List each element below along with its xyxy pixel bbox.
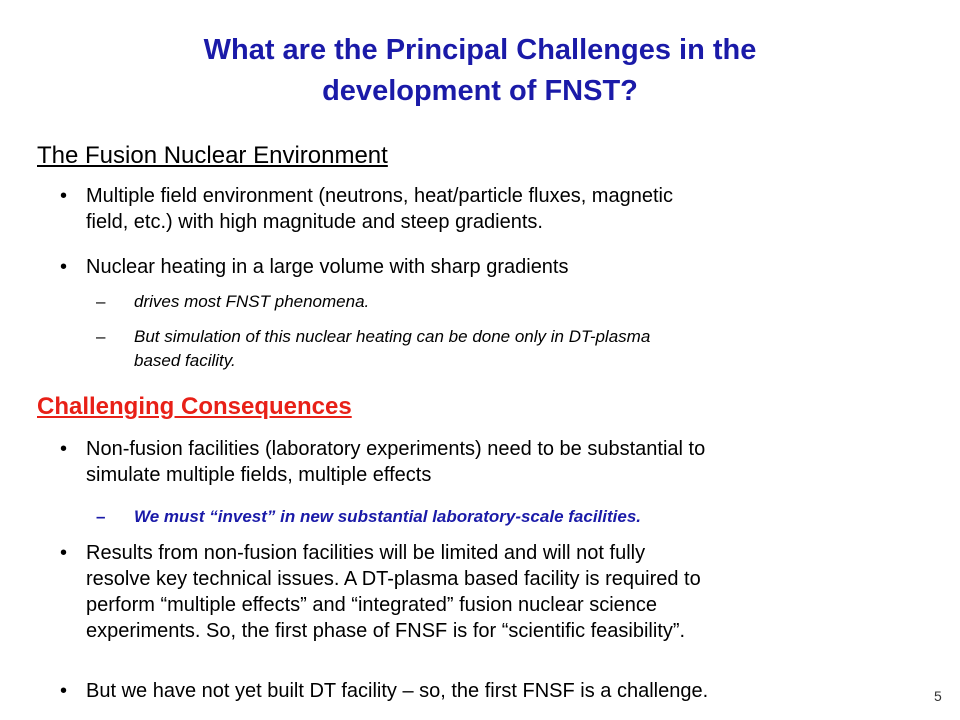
slide-title-line-2: development of FNST? bbox=[322, 75, 638, 107]
bullet-line: Results from non-fusion facilities will be limited and will not fully bbox=[86, 542, 646, 564]
bullet-line: resolve key technical issues. A DT-plasma based facility is required to bbox=[86, 568, 701, 590]
bullet-marker: • bbox=[60, 542, 68, 564]
bullet-line: Multiple field environment (neutrons, heat/particle fluxes, magnetic bbox=[86, 185, 673, 207]
bullet-marker: • bbox=[60, 185, 68, 207]
bullet-line: field, etc.) with high magnitude and steep gradients. bbox=[86, 211, 543, 233]
bullet-line: perform “multiple effects” and “integrated” fusion nuclear science bbox=[86, 594, 658, 616]
bullet-nuclear-heating bbox=[60, 254, 920, 280]
bullet-marker: • bbox=[60, 256, 68, 278]
bullet-multiple-field bbox=[60, 183, 920, 235]
slide-title bbox=[60, 30, 900, 112]
bullet-line: Non-fusion facilities (laboratory experiments) need to be substantial to bbox=[86, 438, 706, 460]
sub-bullet-drives bbox=[96, 290, 896, 314]
bullet-non-fusion bbox=[60, 436, 920, 488]
sub-bullet-line: based facility. bbox=[134, 351, 236, 370]
sub-bullet-line: We must “invest” in new substantial laboratory-scale facilities. bbox=[134, 507, 642, 526]
sub-bullet-marker: – bbox=[96, 507, 106, 526]
page-number: 5 bbox=[934, 688, 942, 704]
bullet-line: simulate multiple fields, multiple effects bbox=[86, 464, 432, 486]
bullet-marker: • bbox=[60, 438, 68, 460]
bullet-marker: • bbox=[60, 680, 68, 702]
sub-bullet-line: But simulation of this nuclear heating can be done only in DT-plasma bbox=[134, 327, 651, 346]
sub-bullet-marker: – bbox=[96, 327, 106, 346]
bullet-results bbox=[60, 540, 920, 644]
sub-bullet-simulation bbox=[96, 325, 896, 373]
bullet-line: experiments. So, the first phase of FNSF is for “scientific feasibility”. bbox=[86, 620, 686, 642]
bullet-line: Nuclear heating in a large volume with sharp gradients bbox=[86, 256, 569, 278]
slide-title-line-1: What are the Principal Challenges in the bbox=[203, 34, 757, 66]
bullet-line: But we have not yet built DT facility – so, the first FNSF is a challenge. bbox=[86, 680, 709, 702]
sub-bullet-line: drives most FNST phenomena. bbox=[134, 292, 370, 311]
section-heading-environment: The Fusion Nuclear Environment bbox=[37, 142, 388, 169]
section-heading-consequences: Challenging Consequences bbox=[37, 393, 352, 420]
sub-bullet-invest bbox=[96, 505, 896, 529]
bullet-dt-facility bbox=[60, 678, 920, 704]
sub-bullet-marker: – bbox=[96, 292, 106, 311]
